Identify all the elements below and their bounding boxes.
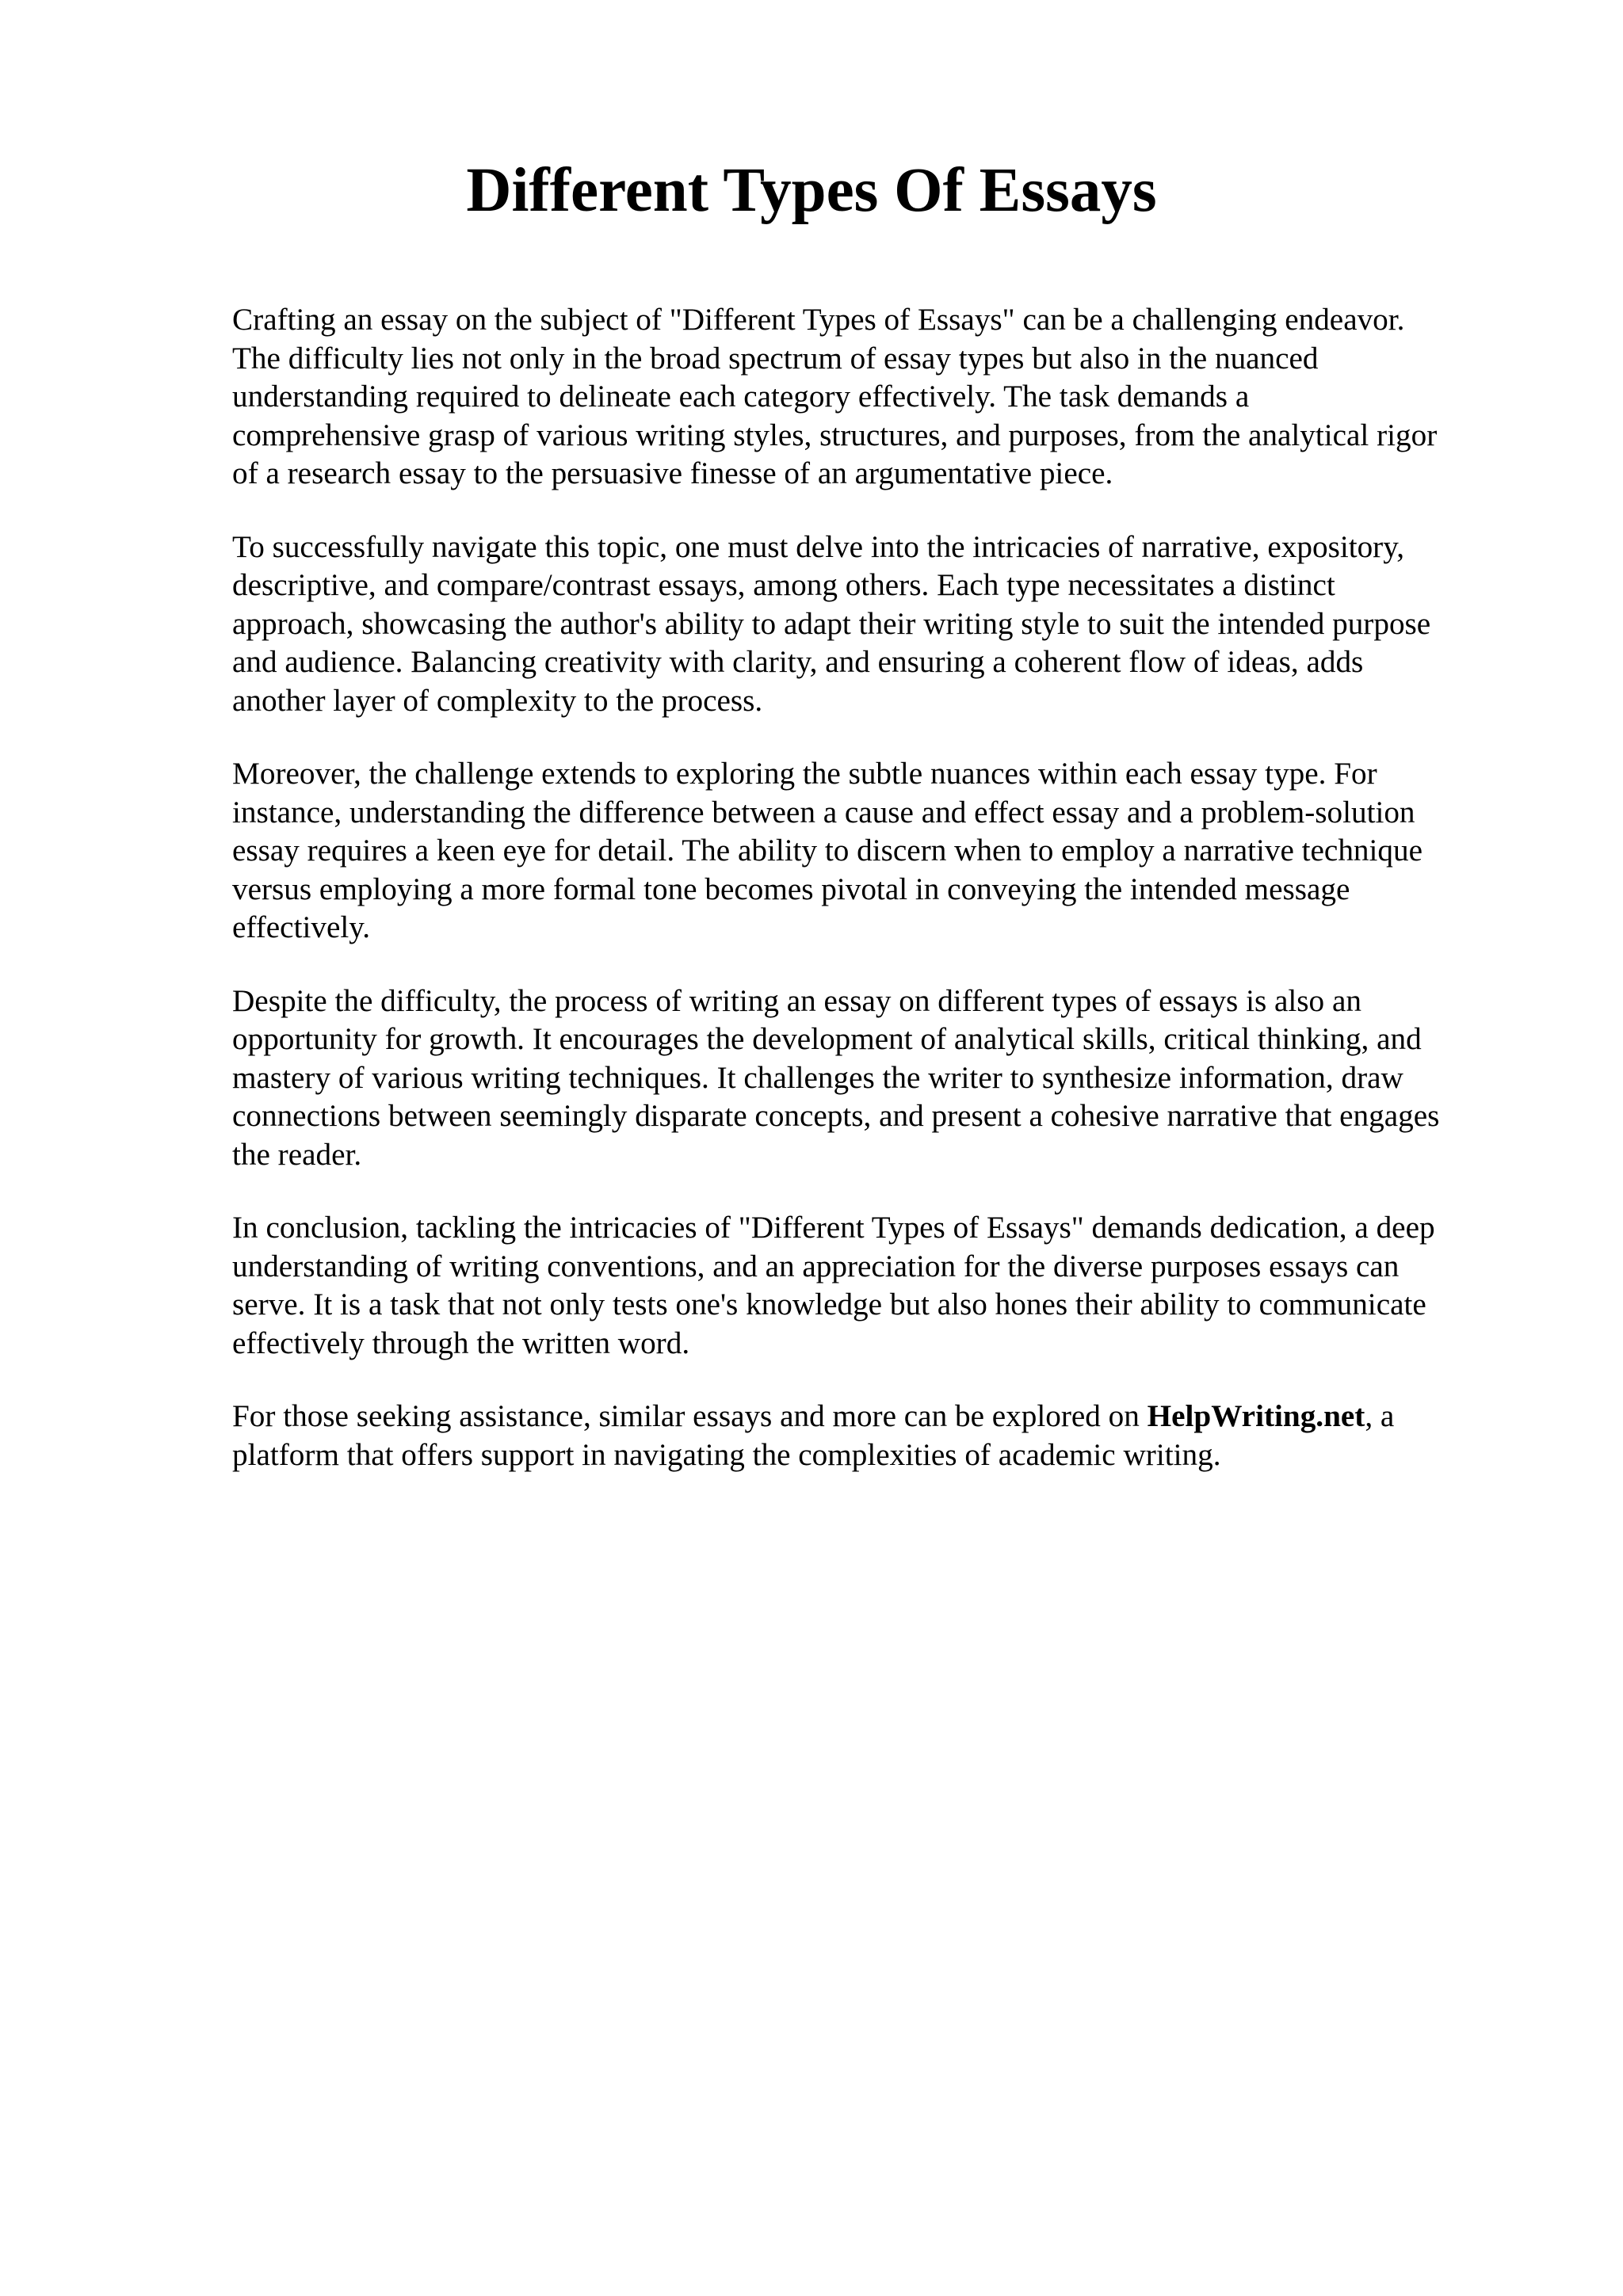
closing-text-after-link: , a — [1365, 1399, 1395, 1433]
document-body — [232, 301, 1520, 1509]
text-line: connections between seemingly disparate concepts, and present a cohesive narrative that engages — [232, 1099, 1440, 1133]
paragraph-growth — [232, 982, 1520, 1175]
paragraph-intro — [232, 301, 1520, 494]
closing-text-before-link: For those seeking assistance, similar essays and more can be explored on — [232, 1399, 1148, 1433]
text-line: the reader. — [232, 1137, 362, 1172]
text-line: opportunity for growth. It encourages the development of analytical skills, critical thinking, and — [232, 1022, 1422, 1056]
text-line: In conclusion, tackling the intricacies of "Different Types of Essays" demands dedication, a deep — [232, 1211, 1435, 1245]
helpwriting-link[interactable]: HelpWriting.net — [1147, 1399, 1365, 1433]
text-line: of a research essay to the persuasive finesse of an argumentative piece. — [232, 456, 1113, 490]
text-line: Crafting an essay on the subject of "Different Types of Essays" can be a challenging endeavor. — [232, 303, 1405, 337]
paragraph-conclusion — [232, 1209, 1520, 1363]
text-line: Moreover, the challenge extends to exploring the subtle nuances within each essay type. For — [232, 757, 1377, 791]
closing-line-2: platform that offers support in navigating the complexities of academic writing. — [232, 1437, 1221, 1472]
text-line: mastery of various writing techniques. It challenges the writer to synthesize information, draw — [232, 1060, 1403, 1095]
text-line: versus employing a more formal tone becomes pivotal in conveying the intended message — [232, 871, 1350, 906]
text-line: Despite the difficulty, the process of writing an essay on different types of essays is also an — [232, 983, 1361, 1018]
text-line: another layer of complexity to the process. — [232, 683, 763, 718]
text-line: descriptive, and compare/contrast essays, among others. Each type necessitates a distinct — [232, 568, 1335, 602]
closing-line-1 — [232, 1398, 1520, 1436]
document-title: Different Types Of Essays — [466, 156, 1157, 225]
text-line: and audience. Balancing creativity with clarity, and ensuring a coherent flow of ideas, adds — [232, 645, 1364, 679]
text-line: approach, showcasing the author's ability to adapt their writing style to suit the intended purpose — [232, 606, 1431, 641]
text-line: understanding of writing conventions, and an appreciation for the diverse purposes essays can — [232, 1249, 1400, 1283]
text-line: understanding required to delineate each category effectively. The task demands a — [232, 379, 1250, 414]
text-line: instance, understanding the difference between a cause and effect essay and a problem-solution — [232, 795, 1415, 830]
text-line: To successfully navigate this topic, one must delve into the intricacies of narrative, expository, — [232, 529, 1405, 564]
text-line: comprehensive grasp of various writing styles, structures, and purposes, from the analytical rigor — [232, 418, 1438, 452]
paragraph-closing — [232, 1398, 1520, 1474]
paragraph-nuances — [232, 755, 1520, 948]
text-line: essay requires a keen eye for detail. The ability to discern when to employ a narrative technique — [232, 833, 1423, 868]
text-line: effectively. — [232, 910, 371, 944]
text-line: The difficulty lies not only in the broad spectrum of essay types but also in the nuanced — [232, 341, 1319, 376]
paragraph-essay-types — [232, 528, 1520, 721]
text-line: effectively through the written word. — [232, 1325, 690, 1360]
text-line: serve. It is a task that not only tests one's knowledge but also hones their ability to communicate — [232, 1287, 1426, 1322]
